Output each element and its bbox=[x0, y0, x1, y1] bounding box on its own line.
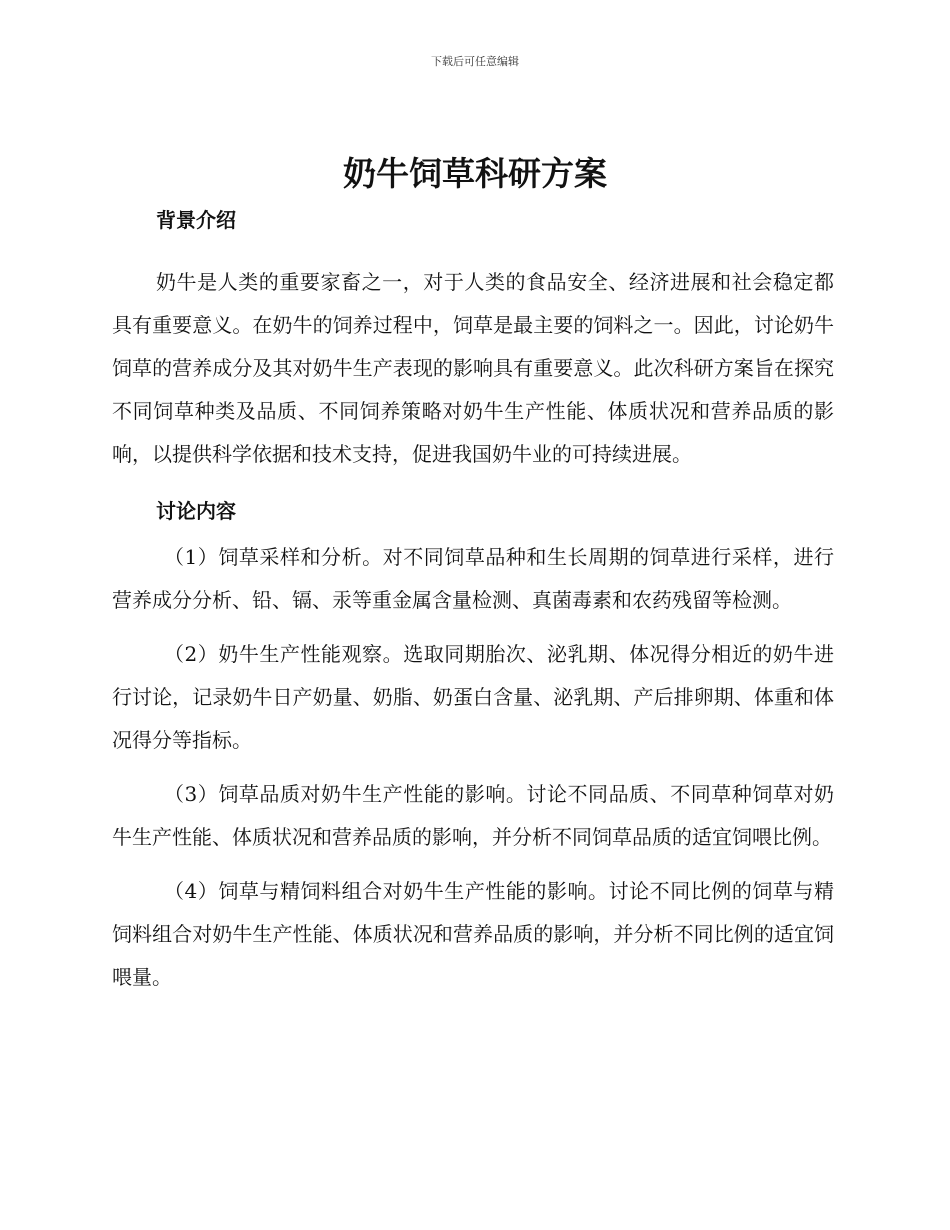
section-heading-research-content: 讨论内容 bbox=[156, 499, 236, 523]
section-heading-background: 背景介绍 bbox=[156, 208, 236, 232]
research-item-2: （2）奶牛生产性能观察。选取同期胎次、泌乳期、体况得分相近的奶牛进行讨论，记录奶牛日产奶量、奶脂、奶蛋白含量、泌乳期、产后排卵期、体重和体况得分等指标。 bbox=[112, 642, 834, 752]
research-item-3: （3）饲草品质对奶牛生产性能的影响。讨论不同品质、不同草种饲草对奶牛生产性能、体质状况和营养品质的影响，并分析不同饲草品质的适宜饲喂比例。 bbox=[112, 782, 834, 849]
page-header-note: 下载后可任意编辑 bbox=[431, 55, 519, 68]
research-item-4: （4）饲草与精饲料组合对奶牛生产性能的影响。讨论不同比例的饲草与精饲料组合对奶牛生产性能、体质状况和营养品质的影响，并分析不同比例的适宜饲喂量。 bbox=[112, 879, 834, 989]
research-item-1: （1）饲草采样和分析。对不同饲草品种和生长周期的饲草进行采样，进行营养成分分析、铅、镉、汞等重金属含量检测、真菌毒素和农药残留等检测。 bbox=[112, 545, 834, 612]
background-paragraph: 奶牛是人类的重要家畜之一，对于人类的食品安全、经济进展和社会稳定都具有重要意义。在奶牛的饲养过程中，饲草是最主要的饲料之一。因此，讨论奶牛饲草的营养成分及其对奶牛生产表现的影响具有重要意义。此次科研方案旨在探究不同饲草种类及品质、不同饲养策略对奶牛生产性能、体质状况和营养品质的影响，以提供科学依据和技术支持，促进我国奶牛业的可持续进展。 bbox=[112, 270, 834, 466]
document-body bbox=[112, 201, 834, 999]
document-title: 奶牛饲草科研方案 bbox=[343, 154, 607, 193]
